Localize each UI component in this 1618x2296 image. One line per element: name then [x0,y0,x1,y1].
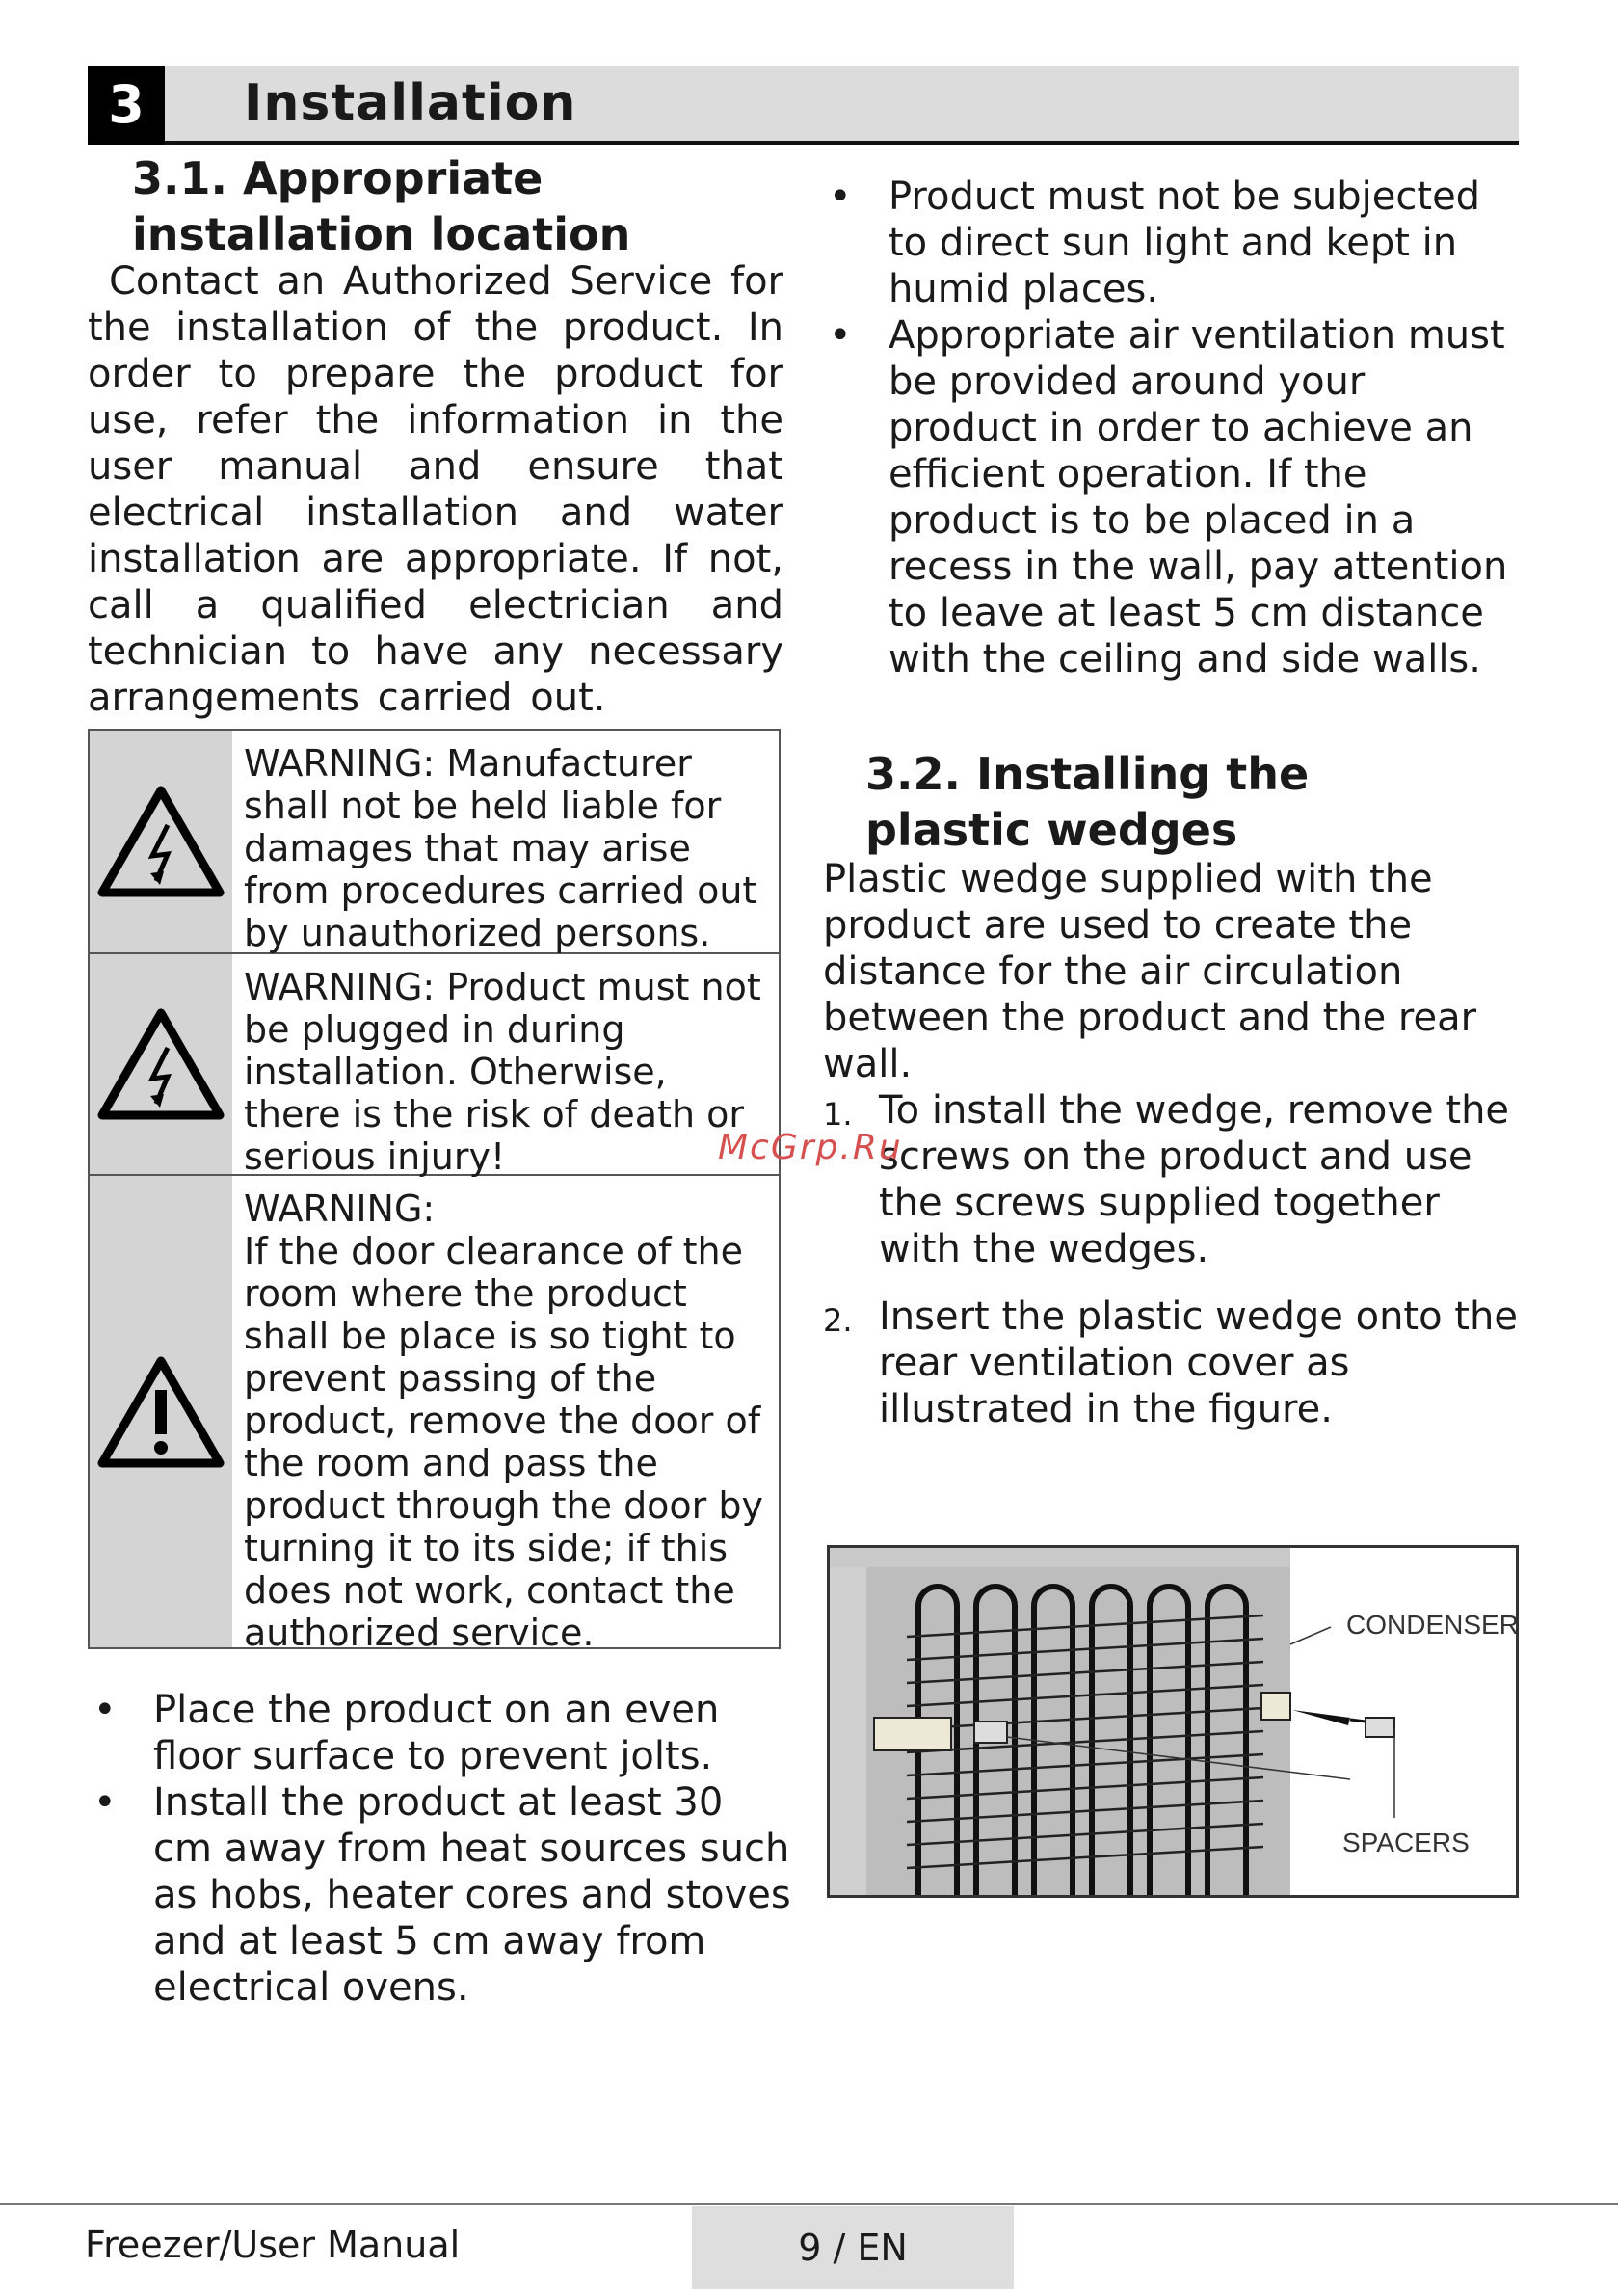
section-1-heading [132,150,787,262]
step-number: 2. [823,1302,853,1339]
list-item [823,1294,1521,1432]
warning-row-1 [90,731,779,954]
footer-manual-title: Freezer/User Manual [85,2224,461,2266]
section-2-steps [823,1087,1521,1454]
section-2-intro: Plastic wedge supplied with the product are used to create the distance for the air circulation between the product and the rear wall. [823,857,1477,1086]
exclamation-warning-icon [96,1355,225,1469]
footer-divider [0,2203,1618,2205]
list-item-text: Product must not be subjected to direct sun light and kept in humid places. [889,174,1481,311]
warning-row-2 [90,954,779,1176]
section-2-heading-line2: plastic wedges [865,804,1238,856]
chapter-title: Installation [244,74,577,132]
section-2-heading-line1: 3.2. Installing the [865,748,1310,800]
step-number: 1. [823,1096,853,1133]
list-item-text: Install the product at least 30 cm away from heat sources such as hobs, heater cores and stoves and at least 5 cm away from electrical ovens. [153,1780,791,2010]
page-number: 9 / EN [692,2206,1014,2289]
warning-icon-cell [90,954,232,1174]
left-bullet-list [88,1687,791,2011]
watermark: McGrp.Ru [718,1128,903,1167]
electric-hazard-icon [96,785,225,898]
list-item [823,312,1521,682]
step-text: To install the wedge, remove the screws on the product and use the screws supplied together with the wedges. [879,1088,1510,1271]
section-1-heading-line2: installation location [132,208,631,260]
list-item [823,1087,1521,1272]
warning-text-2: WARNING: Product must not be plugged in during installation. Otherwise, there is the risk of death or serious injury! [244,966,761,1178]
bullet-icon: • [829,313,852,358]
warning-text-3 [244,1188,769,1654]
list-item [88,1779,791,2011]
section-1-intro: Contact an Authorized Service for the installation of the product. In order to prepare the product for use, refer the information in the user manual and ensure that electrical installation and water installation are appropriate. If not, call a qualified electrician and technician to have any necessary arrangements carried out. [88,259,783,720]
list-item-text: Place the product on an even floor surface to prevent jolts. [153,1688,720,1778]
warning-text-3-title: WARNING: [244,1188,436,1230]
list-item-text: Appropriate air ventilation must be provided around your product in order to achieve an efficient operation. If the product is to be placed in a recess in the wall, pay attention to leave at least 5 cm distance with the ceiling and side walls. [889,313,1508,681]
section-2-heading [865,746,1521,858]
bullet-icon: • [829,174,852,219]
condenser-figure [827,1545,1519,1898]
list-item [823,174,1521,312]
list-item [88,1687,791,1779]
warning-icon-cell [90,731,232,952]
condenser-label: CONDENSER [1346,1610,1519,1640]
electric-hazard-icon [96,1007,225,1121]
chapter-number: 3 [88,66,165,145]
bullet-icon: • [93,1688,117,1732]
section-1-heading-line1: 3.1. Appropriate [132,152,544,204]
bullet-icon: • [93,1780,117,1825]
step-text: Insert the plastic wedge onto the rear ventilation cover as illustrated in the figure. [879,1295,1518,1431]
warning-table [88,729,781,1654]
right-bullet-list [823,174,1521,682]
warning-row-3 [90,1176,779,1654]
warning-text-1: WARNING: Manufacturer shall not be held liable for damages that may arise from procedures carried out by unauthorized persons. [244,742,757,954]
warning-text-3-body: If the door clearance of the room where the product shall be place is so tight to prevent passing of the product, remove the door of the room and pass the product through the door by turning it to its side; if this does not work, contact the authorized service. [244,1230,763,1654]
spacers-label: SPACERS [1342,1828,1470,1857]
warning-icon-cell [90,1176,232,1647]
